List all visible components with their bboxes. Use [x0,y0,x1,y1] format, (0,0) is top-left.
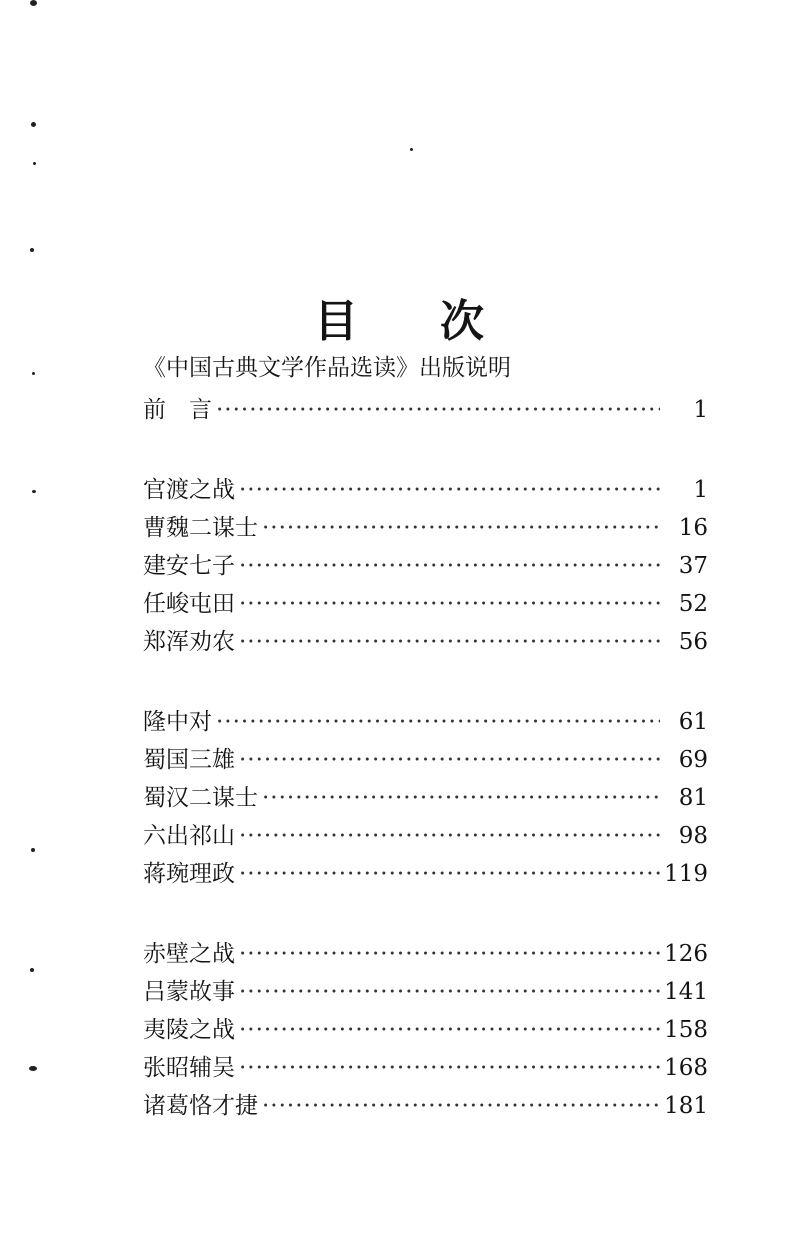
toc-dot-leader [239,973,660,1011]
toc-entry-page: 119 [664,861,708,887]
scan-speck [33,162,36,165]
scan-speck [30,0,37,6]
group-spacer [143,429,708,471]
page-title-char-1: 目 [314,296,360,348]
toc-entry [143,1087,708,1125]
scan-speck [31,122,36,127]
toc-entry-title: 官渡之战 [143,477,235,503]
toc-list [143,391,708,1125]
toc-dot-leader [239,471,660,509]
toc-entry [143,703,708,741]
page-title [0,285,800,349]
toc-dot-leader [239,741,660,779]
scan-speck [29,1066,37,1071]
toc-entry-title: 夷陵之战 [143,1017,235,1043]
toc-dot-leader [216,703,660,741]
toc-entry-title: 蜀汉二谋士 [143,785,258,811]
toc-entry-page: 52 [678,591,708,617]
toc-entry [143,547,708,585]
scan-speck [32,490,36,493]
toc-entry-page: 1 [693,397,708,423]
toc-entry-title: 建安七子 [143,553,235,579]
page-title-char-2: 次 [440,296,486,348]
toc-entry [143,509,708,547]
toc-entry-title: 曹魏二谋士 [143,515,258,541]
toc-entry [143,1049,708,1087]
toc-entry-page: 61 [678,709,708,735]
toc-dot-leader [239,623,660,661]
toc-dot-leader [216,391,660,429]
toc-entry [143,391,708,429]
toc-entry [143,779,708,817]
toc-entry [143,817,708,855]
toc-dot-leader [239,1049,660,1087]
toc-dot-leader [239,547,660,585]
toc-entry-page: 16 [678,515,708,541]
scan-speck [30,968,34,972]
toc-entry-page: 69 [678,747,708,773]
toc-entry-page: 181 [664,1093,708,1119]
toc-entry-page: 126 [664,941,708,967]
toc-dot-leader [262,509,660,547]
toc-entry [143,623,708,661]
toc-entry-title: 蒋琬理政 [143,861,235,887]
toc-entry-page: 158 [664,1017,708,1043]
toc-entry-title: 隆中对 [143,709,212,735]
scan-speck [410,148,413,151]
toc-entry-title: 前 言 [143,397,212,423]
toc-entry-title: 吕蒙故事 [143,979,235,1005]
toc-entry-title: 张昭辅吴 [143,1055,235,1081]
toc-dot-leader [239,1011,660,1049]
scan-speck [30,248,34,252]
toc-entry [143,935,708,973]
toc-entry-title: 诸葛恪才捷 [143,1093,258,1119]
toc-entry-page: 1 [693,477,708,503]
toc-entry-page: 37 [678,553,708,579]
toc-entry-title: 赤壁之战 [143,941,235,967]
toc-dot-leader [239,855,660,893]
toc-dot-leader [239,585,660,623]
toc-entry [143,973,708,1011]
toc-entry [143,741,708,779]
toc-dot-leader [239,935,660,973]
toc-entry-title: 蜀国三雄 [143,747,235,773]
toc-entry-title: 六出祁山 [143,823,235,849]
group-spacer [143,893,708,935]
toc-entry [143,1011,708,1049]
toc-entry [143,471,708,509]
toc-entry-page: 98 [678,823,708,849]
scan-speck [32,372,35,375]
toc-entry-page: 56 [678,629,708,655]
toc-dot-leader [262,779,660,817]
toc-entry-page: 81 [678,785,708,811]
toc-dot-leader [239,817,660,855]
toc-entry [143,855,708,893]
toc-preface-note: 《中国古典文学作品选读》出版说明 [143,355,511,381]
toc-entry-page: 168 [664,1055,708,1081]
toc-entry-title: 郑浑劝农 [143,629,235,655]
group-spacer [143,661,708,703]
toc-entry [143,585,708,623]
toc-entry-page: 141 [664,979,708,1005]
toc-entry-title: 任峻屯田 [143,591,235,617]
toc-dot-leader [262,1087,660,1125]
scan-speck [31,848,35,852]
